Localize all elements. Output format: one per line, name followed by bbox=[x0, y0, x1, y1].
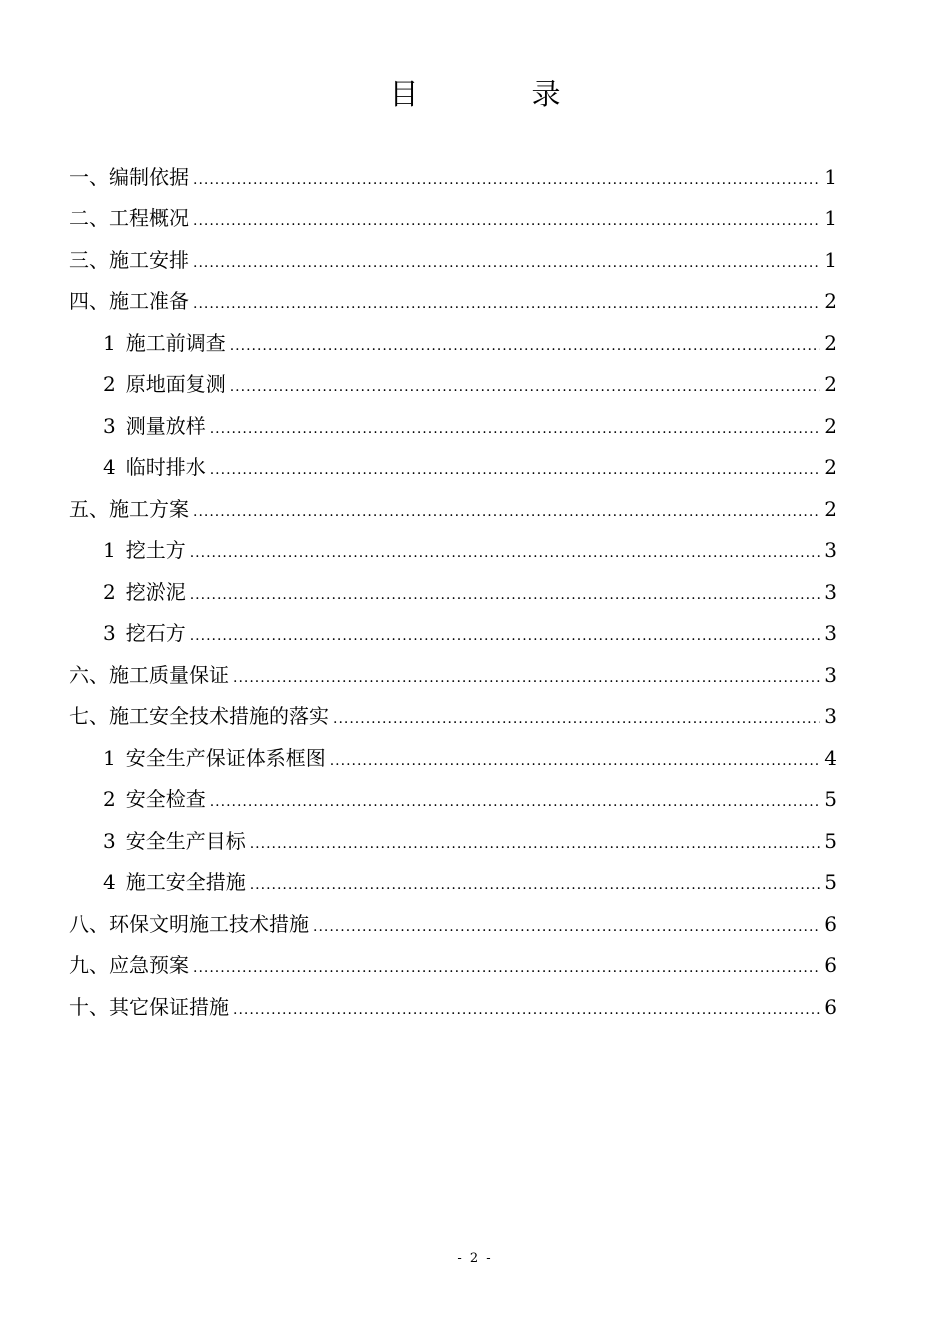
toc-entry-page-number: 5 bbox=[824, 787, 837, 812]
toc-dot-leader bbox=[193, 167, 820, 193]
toc-entry-label: 十、其它保证措施 bbox=[69, 994, 229, 1019]
toc-dot-leader bbox=[233, 997, 820, 1023]
toc-entry-label: 三、施工安排 bbox=[69, 247, 189, 272]
toc-entry-page-number: 5 bbox=[824, 828, 837, 853]
toc-entry-label: 测量放样 bbox=[125, 413, 206, 438]
toc-dot-leader bbox=[190, 623, 821, 649]
toc-entry[interactable] bbox=[69, 613, 837, 655]
toc-entry-label: 六、施工质量保证 bbox=[69, 662, 229, 687]
toc-entry[interactable] bbox=[69, 571, 837, 613]
toc-entry[interactable] bbox=[69, 405, 837, 447]
toc-entry-page-number: 4 bbox=[824, 745, 837, 770]
toc-dot-leader bbox=[190, 582, 821, 608]
toc-entry-text bbox=[103, 413, 206, 439]
toc-entry-text bbox=[69, 288, 189, 314]
toc-dot-leader bbox=[193, 499, 820, 525]
toc-entry-label: 一、编制依据 bbox=[69, 164, 189, 189]
toc-entry[interactable] bbox=[69, 654, 837, 696]
toc-entry-text bbox=[103, 869, 246, 895]
toc-dot-leader bbox=[190, 540, 821, 566]
toc-entry-label: 安全生产目标 bbox=[125, 828, 246, 853]
toc-entry-text bbox=[103, 330, 226, 356]
toc-entry-number: 2 bbox=[103, 787, 116, 812]
toc-entry[interactable] bbox=[69, 779, 837, 821]
toc-entry[interactable] bbox=[69, 198, 837, 240]
toc-dot-leader bbox=[250, 872, 821, 898]
toc-entry[interactable] bbox=[69, 281, 837, 323]
toc-dot-leader bbox=[230, 374, 821, 400]
toc-entry-page-number: 1 bbox=[824, 206, 837, 231]
toc-entry[interactable] bbox=[69, 239, 837, 281]
toc-entry-text bbox=[69, 911, 309, 937]
toc-entry-label: 安全检查 bbox=[125, 787, 206, 812]
toc-entry-page-number: 3 bbox=[824, 704, 837, 729]
toc-dot-leader bbox=[193, 955, 820, 981]
toc-entry-number: 3 bbox=[103, 413, 116, 438]
toc-entry[interactable] bbox=[69, 820, 837, 862]
toc-entry-text bbox=[103, 579, 186, 605]
toc-entry-text bbox=[69, 247, 189, 273]
toc-entry-page-number: 2 bbox=[824, 372, 837, 397]
toc-dot-leader bbox=[193, 250, 820, 276]
toc-entry-number: 3 bbox=[103, 828, 116, 853]
toc-entry-text bbox=[103, 537, 186, 563]
toc-entry-text bbox=[103, 371, 226, 397]
toc-dot-leader bbox=[330, 748, 821, 774]
toc-entry-text bbox=[103, 828, 246, 854]
toc-entry-text bbox=[103, 786, 206, 812]
toc-entry-page-number: 6 bbox=[824, 911, 837, 936]
toc-entry-text bbox=[69, 496, 189, 522]
toc-entry-label: 施工前调查 bbox=[125, 330, 226, 355]
toc-entry-label: 九、应急预案 bbox=[69, 953, 189, 978]
toc-entry[interactable] bbox=[69, 322, 837, 364]
toc-entry-label: 四、施工准备 bbox=[69, 289, 189, 314]
toc-entry[interactable] bbox=[69, 862, 837, 904]
page-number: - 2 - bbox=[457, 1251, 493, 1266]
toc-entry-text bbox=[69, 994, 229, 1020]
toc-entry-label: 挖淤泥 bbox=[125, 579, 186, 604]
toc-entry-label: 挖石方 bbox=[125, 621, 186, 646]
toc-entry-number: 4 bbox=[103, 870, 116, 895]
toc-entry-label: 原地面复测 bbox=[125, 372, 226, 397]
toc-entry[interactable] bbox=[69, 530, 837, 572]
toc-entry-page-number: 1 bbox=[824, 247, 837, 272]
toc-entry[interactable] bbox=[69, 488, 837, 530]
toc-dot-leader bbox=[233, 665, 820, 691]
toc-dot-leader bbox=[210, 457, 821, 483]
toc-entry-page-number: 3 bbox=[824, 662, 837, 687]
toc-entry-page-number: 1 bbox=[824, 164, 837, 189]
toc-entry-text bbox=[69, 703, 329, 729]
toc-entry[interactable] bbox=[69, 696, 837, 738]
toc-entry-text bbox=[69, 205, 189, 231]
toc-entry-number: 1 bbox=[103, 745, 116, 770]
toc-entry-label: 五、施工方案 bbox=[69, 496, 189, 521]
toc-dot-leader bbox=[193, 291, 820, 317]
toc-entry-page-number: 3 bbox=[824, 538, 837, 563]
toc-entry-page-number: 2 bbox=[824, 330, 837, 355]
toc-entry-text bbox=[103, 745, 326, 771]
toc-entry-page-number: 5 bbox=[824, 870, 837, 895]
toc-entry-text bbox=[69, 662, 229, 688]
toc-entry[interactable] bbox=[69, 364, 837, 406]
toc-entry-page-number: 2 bbox=[824, 455, 837, 480]
toc-entry-number: 1 bbox=[103, 330, 116, 355]
toc-dot-leader bbox=[250, 831, 821, 857]
toc-entry-label: 安全生产保证体系框图 bbox=[125, 745, 326, 770]
toc-entry-label: 临时排水 bbox=[125, 455, 206, 480]
toc-entry[interactable] bbox=[69, 156, 837, 198]
toc-dot-leader bbox=[210, 789, 821, 815]
toc-entry-page-number: 2 bbox=[824, 289, 837, 314]
toc-entry-page-number: 3 bbox=[824, 579, 837, 604]
toc-entry[interactable] bbox=[69, 945, 837, 987]
toc-entry-number: 4 bbox=[103, 455, 116, 480]
toc-dot-leader bbox=[313, 914, 820, 940]
toc-entry-text bbox=[69, 952, 189, 978]
toc-entry-page-number: 6 bbox=[824, 994, 837, 1019]
toc-entry-text bbox=[103, 454, 206, 480]
toc-entry-label: 七、施工安全技术措施的落实 bbox=[69, 704, 329, 729]
toc-entry-page-number: 6 bbox=[824, 953, 837, 978]
toc-entry-label: 施工安全措施 bbox=[125, 870, 246, 895]
toc-entry-page-number: 3 bbox=[824, 621, 837, 646]
page-title: 目 录 bbox=[389, 77, 603, 111]
toc-entry-page-number: 2 bbox=[824, 496, 837, 521]
table-of-contents bbox=[69, 156, 837, 1028]
toc-dot-leader bbox=[333, 706, 820, 732]
toc-dot-leader bbox=[193, 208, 820, 234]
toc-entry-label: 八、环保文明施工技术措施 bbox=[69, 911, 309, 936]
toc-entry-page-number: 2 bbox=[824, 413, 837, 438]
toc-entry-number: 3 bbox=[103, 621, 116, 646]
toc-entry-label: 二、工程概况 bbox=[69, 206, 189, 231]
toc-entry-number: 1 bbox=[103, 538, 116, 563]
toc-entry[interactable] bbox=[69, 737, 837, 779]
toc-entry[interactable] bbox=[69, 447, 837, 489]
toc-entry[interactable] bbox=[69, 903, 837, 945]
toc-entry-number: 2 bbox=[103, 579, 116, 604]
toc-entry[interactable] bbox=[69, 986, 837, 1028]
toc-dot-leader bbox=[210, 416, 821, 442]
toc-entry-label: 挖土方 bbox=[125, 538, 186, 563]
toc-entry-text bbox=[103, 620, 186, 646]
toc-dot-leader bbox=[230, 333, 821, 359]
toc-entry-text bbox=[69, 164, 189, 190]
toc-entry-number: 2 bbox=[103, 372, 116, 397]
